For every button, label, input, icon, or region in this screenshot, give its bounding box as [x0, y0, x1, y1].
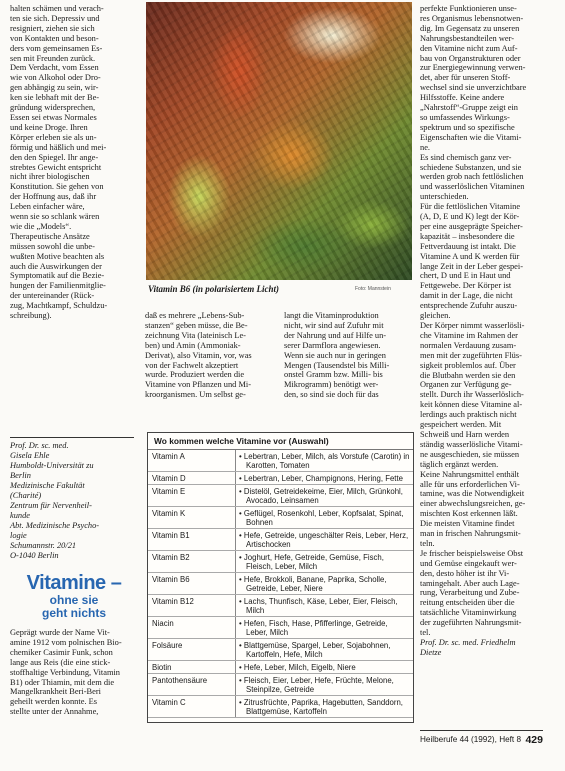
table-row [148, 661, 413, 674]
paragraph: perfekte Funktionieren unse- res Organismus lebensnotwen- dig. Im Gegensatz zu unseren Nahrungsbestandteilen wer- den Vitamine nicht zum Auf- bau von Organstrukturen oder zur Energiegewinnung verwen- det, aber für unseren Stoff- wechsel sind sie unverzichtbare Hilfsstoffe. Keine andere „Nahrstoff“-Gruppe zeigt ein so umfassendes Wirkungs- spektrum und so spezifische Eigenschaften wie die Vitami- ne. [420, 4, 527, 152]
vitamin-sources: • Lebertran, Leber, Champignons, Hering, Fette [236, 472, 414, 485]
table-row [148, 639, 413, 661]
vitamin-sources: • Distelöl, Getreidekeime, Eier, Milch, Grünkohl, Avocado, Leinsamen [236, 485, 414, 507]
journal-reference: Heilberufe 44 (1992), Heft 8 [420, 735, 522, 744]
article-headline [14, 572, 134, 620]
author-affiliation: Prof. Dr. sc. med. Gisela Ehle Humboldt-Universität zu Berlin Medizinische Fakultät (Charité) Zentrum für Nervenheil- kunde Abt. Medizinische Psycho- logie Schumannstr. 20/21 O-1040 Berlin [10, 437, 134, 561]
vitamin-sources: • Hefe, Getreide, ungeschälter Reis, Leber, Herz, Artischocken [236, 529, 414, 551]
paragraph: Therapeutische Ansätze müssen sowohl die unbe- wußten Motive beachten als auch die Auswirkungen der Symptomatik auf die Bezie- hungen der Familienmitglie- der untereinander (Rück- zug, Machtkampf, Schuldzu- schreibung). [10, 231, 108, 321]
vitamin-sources-table [147, 432, 414, 723]
headline-title: Vitamine – [26, 572, 122, 594]
photo-caption: Vitamin B6 (in polarisiertem Licht) [148, 284, 280, 294]
paragraph: Geprägt wurde der Name Vit- amine 1912 vom polnischen Bio- chemiker Casimir Funk, schon lange aus Reis (die eine stick- stoffhaltige Verbindung, Vitamin B1) oder Thiamin, mit dem die Mangelkrankheit Beri-Beri geheilt werden konnte. Es stellte unter der Annahme, [10, 628, 122, 717]
table-row [148, 529, 413, 551]
page-number: 429 [525, 734, 543, 746]
middle-column-1 [145, 311, 270, 400]
vitamin-name: Vitamin D [148, 472, 236, 485]
vitamin-sources: • Blattgemüse, Spargel, Leber, Sojabohnen, Kartoffeln, Hefe, Milch [236, 639, 414, 661]
paragraph: Der Körper nimmt wasserlösli- che Vitamine im Rahmen der normalen Verdauung zusam- men mit der zugeführten Flüs- sigkeit problemlos auf. Über die Blutbahn werden sie den Organen zur Verfügung ge- stellt. Durch ihr Wasserlöslich- keit können diese Vitamine al- lerdings auch praktisch nicht gespeichert werden. Mit Schweiß und Harn werden ständig wasserlösliche Vitami- ne ausgeschieden, sie müssen täglich ergänzt werden. [420, 321, 525, 469]
paragraph: Keine Nahrungsmittel enthält alle für uns erforderlichen Vi- tamine, was die Notwendigkeit einer abwechslungsreichen, ge- mischten Kost erkennen läßt. Die meisten Vitamine findet man in frischen Nahrungsmit- teln. [420, 469, 526, 548]
vitamin-name: Vitamin K [148, 507, 236, 529]
table-row [148, 485, 413, 507]
footer-rule [420, 730, 543, 731]
table [148, 450, 413, 718]
vitamin-name: Vitamin C [148, 696, 236, 718]
right-column [420, 4, 541, 658]
vitamin-sources: • Zitrusfrüchte, Paprika, Hagebutten, Sanddorn, Blattgemüse, Kartoffeln [236, 696, 414, 718]
paragraph: langt die Vitaminproduktion nicht, wir sind auf Zufuhr mit der Nahrung und auf Hilfe un- serer Darmflora angewiesen. Wenn sie auch nur in geringen Mengen (Tausendstel bis Milli- onstel Gramm bzw. Milli- bis Mikrogramm) benötigt wer- den, so sind sie doch für das [284, 311, 390, 400]
table-row [148, 617, 413, 639]
table-row [148, 696, 413, 718]
author-signature: Prof. Dr. sc. med. Friedhelm Dietze [420, 638, 516, 657]
vitamin-b6-micrograph [146, 2, 412, 280]
vitamin-name: Vitamin B2 [148, 551, 236, 573]
paragraph: Je frischer beispielsweise Obst und Gemüse eingekauft wer- den, desto höher ist ihr Vi- tamingehalt. Aber auch Lage- rung, Verarbeitung und Zube- reitung entscheiden über die tatsächliche Vitaminwirkung der zugeführten Nahrungsmit- tel. [420, 548, 524, 638]
table-row [148, 551, 413, 573]
vitamin-name: Pantothensäure [148, 674, 236, 696]
vitamin-sources: • Hefen, Fisch, Hase, Pfifferlinge, Getreide, Leber, Milch [236, 617, 414, 639]
vitamin-name: Vitamin B6 [148, 573, 236, 595]
vitamin-name: Niacin [148, 617, 236, 639]
table-row [148, 573, 413, 595]
vitamin-name: Vitamin A [148, 450, 236, 472]
photo-credit: Foto: Mannstein [355, 286, 391, 292]
table-row [148, 595, 413, 617]
vitamin-name: Vitamin E [148, 485, 236, 507]
left-column-bottom [10, 628, 132, 717]
paragraph: halten schämen und verach- ten sie sich. Depressiv und resigniert, ziehen sie sich von Kontakten und beson- ders vom gemeinsamen Es- sen mit Freunden zurück. Dem Verdacht, vom Essen wie von Alkohol oder Dro- gen abhängig zu sein, wir- ken sie lebhaft mit der Be- gründung widersprechen, Essen sei etwas Normales und keine Droge. Ihren Körper erleben sie als un- förmig und häßlich und mei- den den Spiegel. Ihr ange- strebtes Gewicht entspricht nicht ihrer biologischen Konstitution. Sie gehen von der Hoffnung aus, daß ihr Leben einfacher wäre, wenn sie so schlank wären wie die „Models“. [10, 4, 107, 231]
paragraph: Es sind chemisch ganz ver- schiedene Substanzen, und sie werden grob nach fettlöslichen und wasserlöslichen Vitaminen unterschieden. [420, 152, 525, 202]
vitamin-sources: • Geflügel, Rosenkohl, Leber, Kopfsalat, Spinat, Bohnen [236, 507, 414, 529]
vitamin-sources: • Hefe, Leber, Milch, Eigelb, Niere [236, 661, 414, 674]
page-footer [420, 735, 543, 744]
left-column [10, 4, 132, 321]
vitamin-sources: • Fleisch, Eier, Leber, Hefe, Früchte, Melone, Steinpilze, Getreide [236, 674, 414, 696]
headline-subtitle: ohne sie geht nichts [41, 593, 106, 620]
paragraph: Für die fettlöslichen Vitamine (A, D, E und K) legt der Kör- per eine ausgeprägte Speicher- kapazität – insbesondere die Fettverdauung ist intakt. Die Vitamine A und K werden für lange Zeit in der Leber gespei- chert, D und E in Haut und Fettgewebe. Der Körper ist damit in der Lage, die nicht entsprechende Zufuhr auszu- gleichen. [420, 202, 524, 321]
table-row [148, 450, 413, 472]
middle-column-2 [284, 311, 412, 400]
table-row [148, 472, 413, 485]
vitamin-name: Vitamin B1 [148, 529, 236, 551]
paragraph: daß es mehrere „Lebens-Sub- stanzen“ geben müsse, die Be- zeichnung Vita (lateinisch Le- ben) und Amin (Ammoniak- Derivat), also Vitamin, vor, was von der Fachwelt akzeptiert wurde. Produziert werden die Vitamine von Pflanzen und Mi- kroorganismen. Um selbst ge- [145, 311, 252, 400]
vitamin-name: Biotin [148, 661, 236, 674]
vitamin-sources: • Lachs, Thunfisch, Käse, Leber, Eier, Fleisch, Milch [236, 595, 414, 617]
vitamin-sources: • Joghurt, Hefe, Getreide, Gemüse, Fisch, Fleisch, Leber, Milch [236, 551, 414, 573]
vitamin-name: Vitamin B12 [148, 595, 236, 617]
table-row [148, 507, 413, 529]
table-title: Wo kommen welche Vitamine vor (Auswahl) [148, 433, 413, 450]
vitamin-name: Folsäure [148, 639, 236, 661]
table-row [148, 674, 413, 696]
vitamin-sources: • Lebertran, Leber, Milch, als Vorstufe (Carotin) in Karotten, Tomaten [236, 450, 414, 472]
vitamin-sources: • Hefe, Brokkoli, Banane, Paprika, Scholle, Getreide, Leber, Niere [236, 573, 414, 595]
